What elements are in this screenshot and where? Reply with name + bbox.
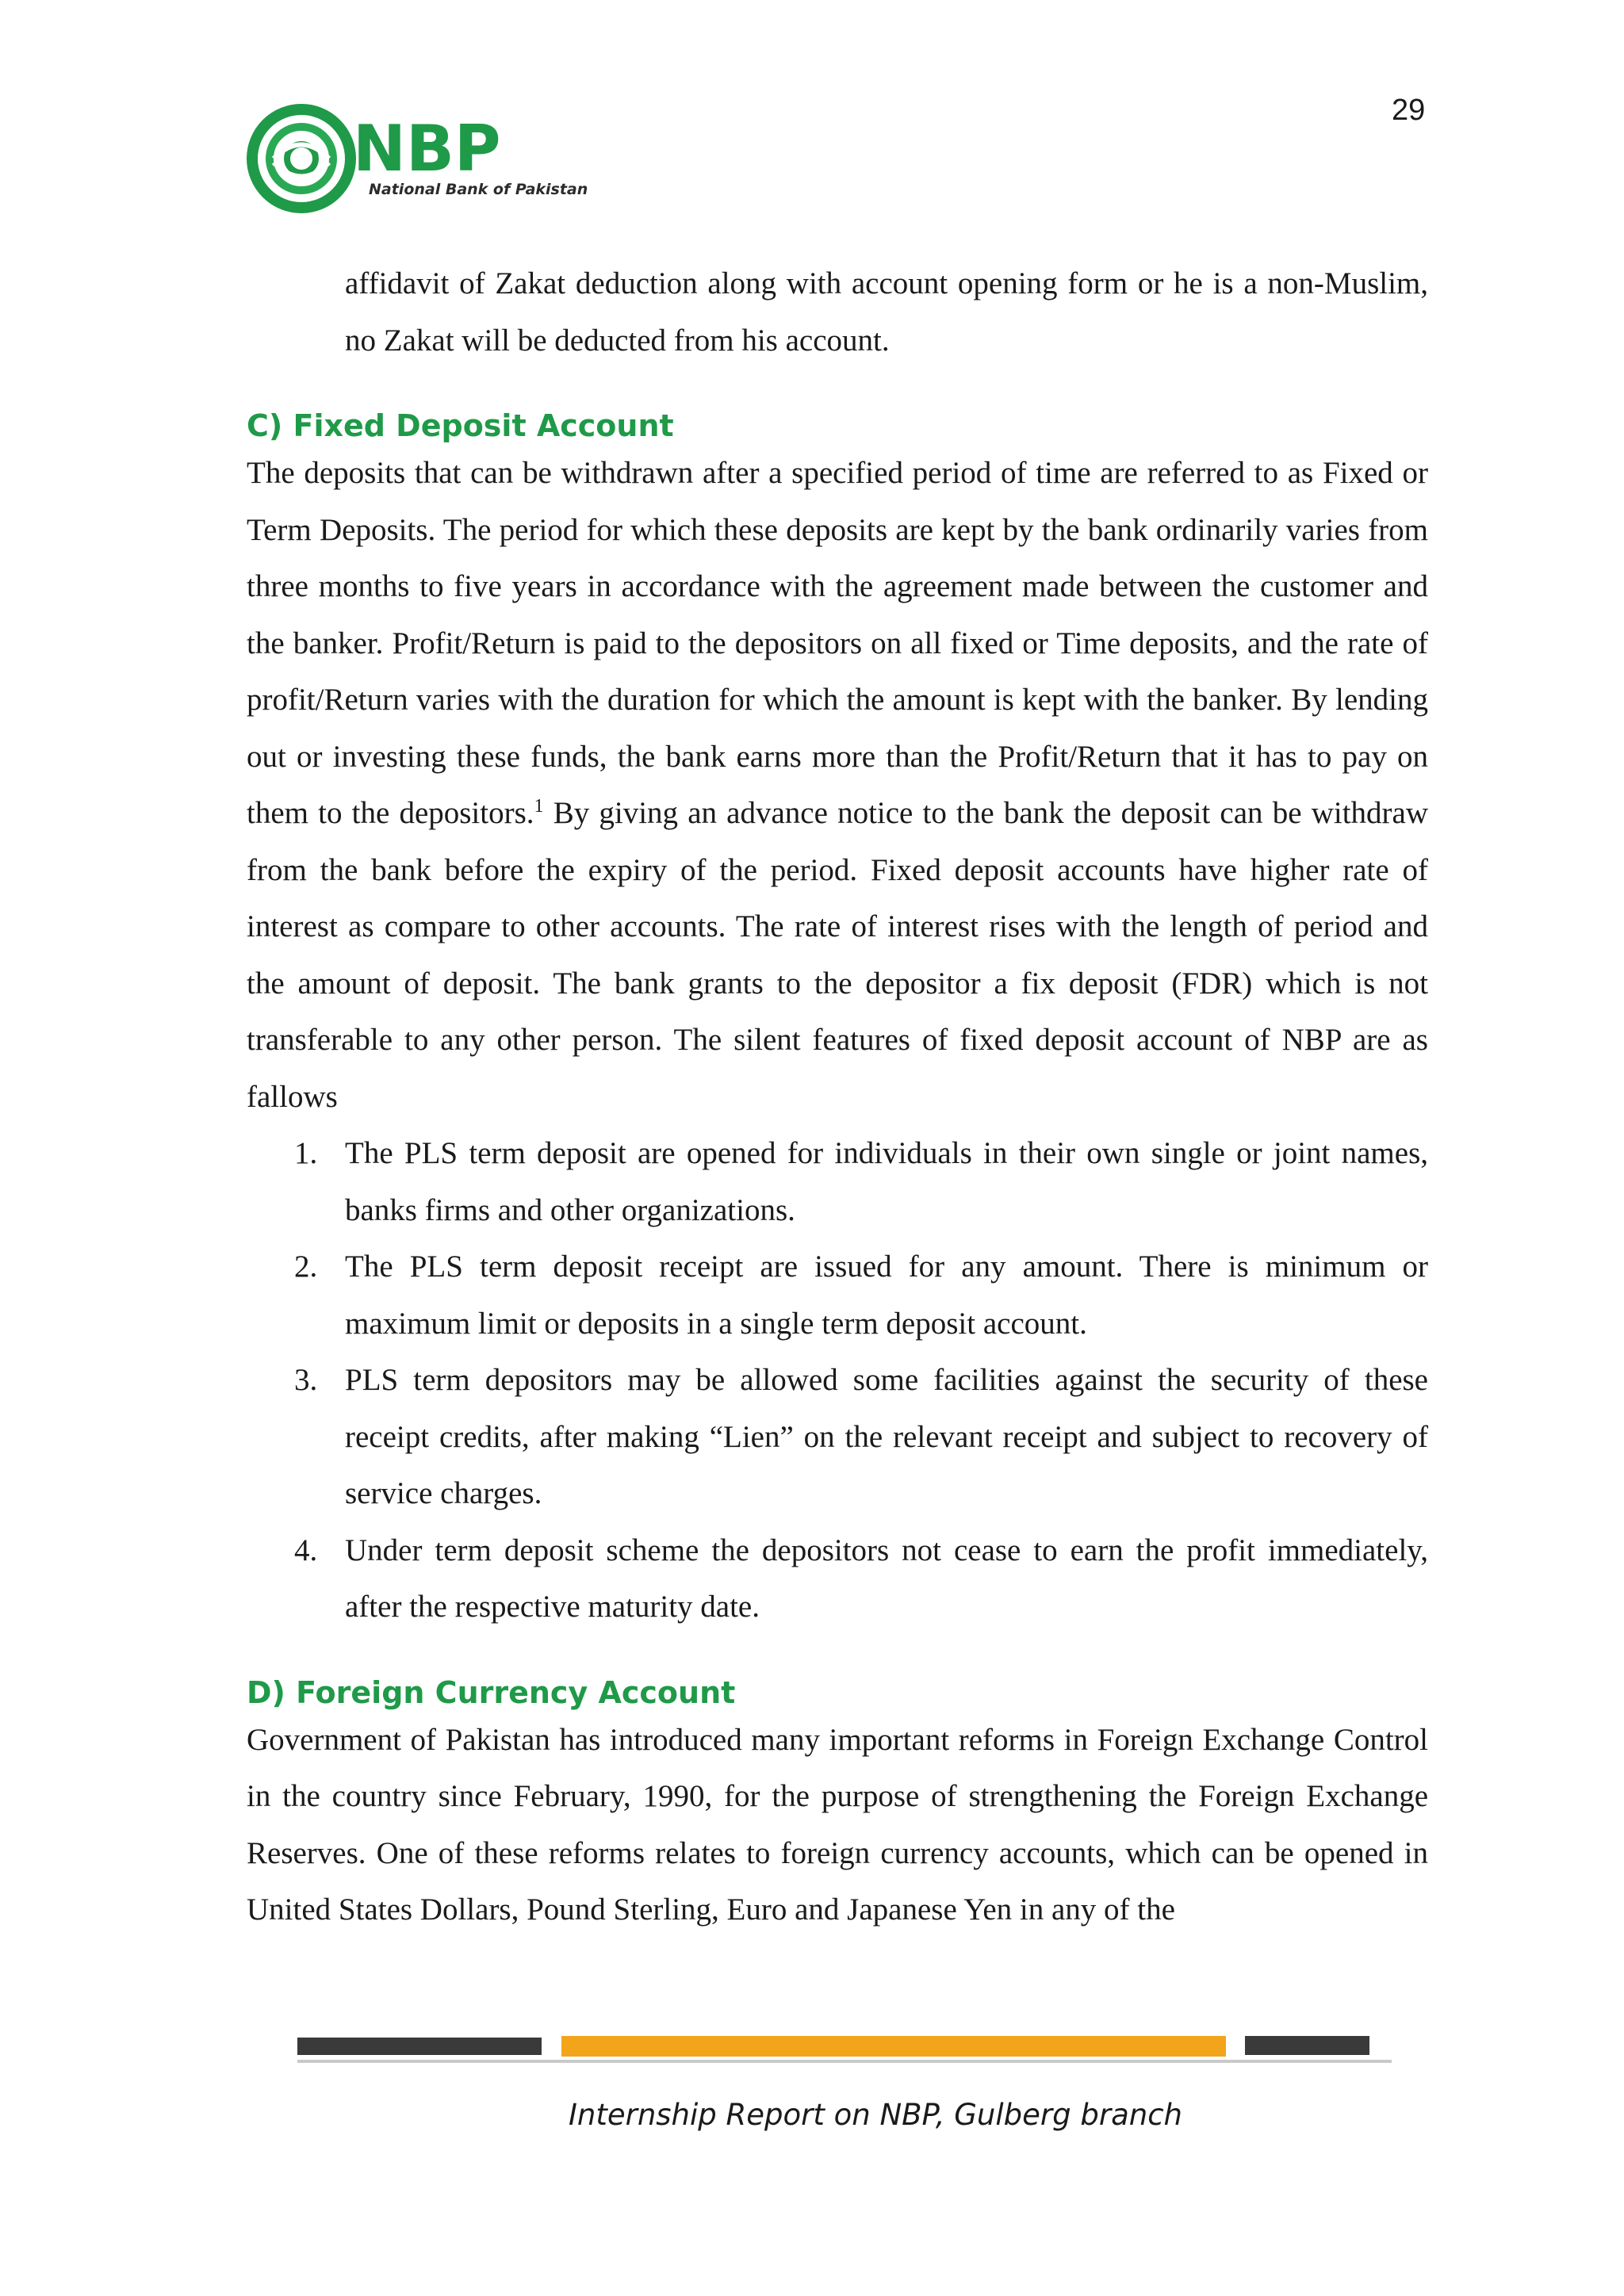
section-c-text-part-1: The deposits that can be withdrawn after a specified period of time are referred to as Fixed or Term Deposits. The period for which these deposits are kept by the bank ordinarily varies from three months to five years in accordance with the agreement made between the customer and the banker. Profit/Return is paid to the depositors on all fixed or Time deposits, and the rate of profit/Return varies with the duration for which the amount is kept with the banker. By lending out or investing these funds, the bank earns more than the Profit/Return that it has to pay on them to the depositors. bbox=[247, 456, 1428, 830]
intro-paragraph: affidavit of Zakat deduction along with account opening form or he is a non-Muslim, no Zakat will be deducted from his account. bbox=[345, 266, 1428, 358]
list-item bbox=[247, 1238, 1428, 1352]
footer-bar-accent bbox=[561, 2036, 1226, 2057]
nbp-logo bbox=[242, 99, 615, 218]
list-item bbox=[247, 1522, 1428, 1636]
footer-text: Internship Report on NBP, Gulberg branch bbox=[568, 2098, 1182, 2132]
document-body bbox=[247, 255, 1428, 1938]
section-d-heading: D) Foreign Currency Account bbox=[247, 1674, 736, 1710]
list-item-text: The PLS term deposit are opened for individuals in their own single or joint names, banks firms and other organizations. bbox=[345, 1136, 1428, 1227]
section-c-paragraph bbox=[247, 445, 1428, 1125]
list-item-number: 4. bbox=[294, 1533, 318, 1567]
list-item-number: 1. bbox=[294, 1136, 318, 1170]
footer-bar-dark-left bbox=[297, 2038, 542, 2055]
page-number: 29 bbox=[1392, 94, 1426, 127]
footer-rule bbox=[297, 2060, 1392, 2063]
list-item-text: PLS term depositors may be allowed some facilities against the security of these receipt credits, after making “Lien” on the relevant receipt and subject to recovery of service charges. bbox=[345, 1363, 1428, 1510]
section-d-paragraph: Government of Pakistan has introduced many important reforms in Foreign Exchange Control in the country since February, 1990, for the purpose of strengthening the Foreign Exchange Reserves. One of these reforms relates to foreign currency accounts, which can be opened in United States Dollars, Pound Sterling, Euro and Japanese Yen in any of the bbox=[247, 1722, 1428, 1927]
footer-bar-dark-right bbox=[1245, 2036, 1369, 2055]
list-item-text: The PLS term deposit receipt are issued for any amount. There is minimum or maximum limit or deposits in a single term deposit account. bbox=[345, 1249, 1428, 1341]
fixed-deposit-features-list bbox=[247, 1125, 1428, 1636]
nbp-emblem-icon bbox=[252, 109, 350, 208]
logo-bank-name: National Bank of Pakistan bbox=[369, 181, 588, 198]
logo-acronym: NBP bbox=[353, 112, 501, 186]
list-item-number: 2. bbox=[294, 1249, 318, 1284]
list-item bbox=[247, 1352, 1428, 1522]
list-item-number: 3. bbox=[294, 1363, 318, 1397]
footer-decorative-bars bbox=[297, 2030, 1392, 2077]
section-c-heading: C) Fixed Deposit Account bbox=[247, 408, 674, 443]
section-c-text-part-2: By giving an advance notice to the bank the deposit can be withdraw from the bank before the expiry of the period. Fixed deposit accounts have higher rate of interest as compare to other accounts. The rate of interest rises with the length of period and the amount of deposit. The bank grants to the depositor a fix deposit (FDR) which is not transferable to any other person. The silent features of fixed deposit account of NBP are as fallows bbox=[247, 796, 1428, 1114]
list-item bbox=[247, 1125, 1428, 1238]
list-item-text: Under term deposit scheme the depositors not cease to earn the profit immediately, after the respective maturity date. bbox=[345, 1533, 1428, 1624]
footnote-reference: 1 bbox=[534, 796, 544, 817]
